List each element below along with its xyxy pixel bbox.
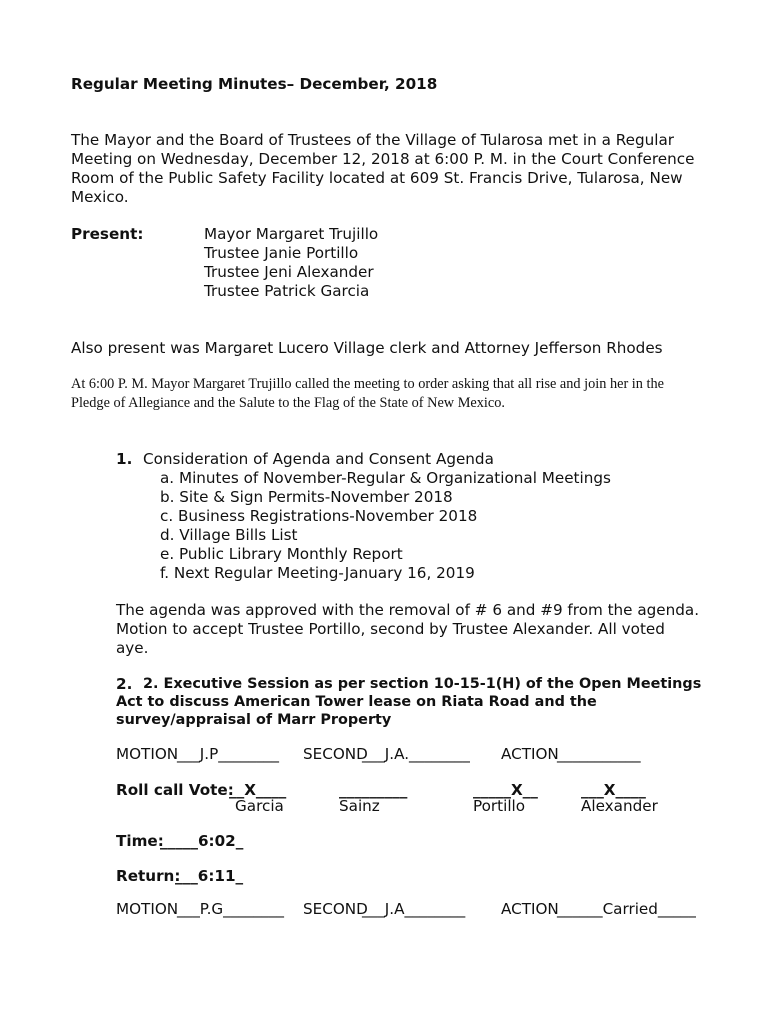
vote-name-garcia: Garcia xyxy=(235,797,284,815)
result-line: The agenda was approved with the removal of # 6 and #9 from the agenda. xyxy=(116,601,700,619)
item2-title-line: 2. Executive Session as per section 10-15-1(H) of the Open Meetings xyxy=(143,676,702,692)
list-item: a. Minutes of November-Regular & Organizational Meetings xyxy=(160,469,611,487)
present-member: Trustee Janie Portillo xyxy=(204,244,359,262)
motion2-value: ___P.G________ xyxy=(177,900,284,918)
motion1-value: ___J.P________ xyxy=(177,745,279,763)
list-item: c. Business Registrations-November 2018 xyxy=(160,507,478,525)
list-item: e. Public Library Monthly Report xyxy=(160,545,403,563)
motion2-label: MOTION xyxy=(116,900,179,918)
action1-label: ACTION xyxy=(501,745,559,763)
intro-line: The Mayor and the Board of Trustees of the Village of Tularosa met in a Regular xyxy=(71,131,674,149)
action2-value: ______Carried_____ xyxy=(557,900,696,918)
item1-title: Consideration of Agenda and Consent Agenda xyxy=(143,450,494,468)
action2-label: ACTION xyxy=(501,900,559,918)
list-item: b. Site & Sign Permits-November 2018 xyxy=(160,488,453,506)
roll-call-label: Roll call Vote: xyxy=(116,781,240,799)
present-label: Present: xyxy=(71,225,144,243)
time-value: _____6:02_ xyxy=(160,832,244,850)
vote-name-alexander: Alexander xyxy=(581,797,658,815)
motion1-label: MOTION xyxy=(116,745,179,763)
item1-result xyxy=(116,601,699,658)
present-member: Trustee Jeni Alexander xyxy=(204,263,374,281)
return-value: ___6:11_ xyxy=(175,867,244,885)
vote-mark-alexander: ___X____ xyxy=(581,781,646,799)
list-item: d. Village Bills List xyxy=(160,526,298,544)
item1-number: 1. xyxy=(116,450,133,468)
return-label: Return: xyxy=(116,867,181,885)
call-to-order-line: At 6:00 P. M. Mayor Margaret Trujillo called the meeting to order asking that all rise and join her in the xyxy=(71,376,664,392)
result-line: aye. xyxy=(116,639,149,657)
vote-name-sainz: Sainz xyxy=(339,797,380,815)
present-list xyxy=(204,225,378,301)
item2-title-line: survey/appraisal of Marr Property xyxy=(116,712,392,728)
call-to-order-line: Pledge of Allegiance and the Salute to the Flag of the State of New Mexico. xyxy=(71,395,505,411)
action1-value: ___________ xyxy=(557,745,641,763)
list-item: f. Next Regular Meeting-January 16, 2019 xyxy=(160,564,475,582)
intro-line: Meeting on Wednesday, December 12, 2018 at 6:00 P. M. in the Court Conference xyxy=(71,150,695,168)
call-to-order xyxy=(71,375,664,413)
intro-paragraph xyxy=(71,131,694,207)
item2-title-line: Act to discuss American Tower lease on Riata Road and the xyxy=(116,694,597,710)
also-present: Also present was Margaret Lucero Village clerk and Attorney Jefferson Rhodes xyxy=(71,339,663,357)
second1-value: ___J.A.________ xyxy=(362,745,470,763)
second1-label: SECOND xyxy=(303,745,368,763)
present-member: Mayor Margaret Trujillo xyxy=(204,225,379,243)
page-title: Regular Meeting Minutes– December, 2018 xyxy=(71,75,438,93)
item2-number: 2. xyxy=(116,675,133,693)
result-line: Motion to accept Trustee Portillo, second by Trustee Alexander. All voted xyxy=(116,620,665,638)
second2-value: ___J.A________ xyxy=(362,900,466,918)
vote-name-portillo: Portillo xyxy=(473,797,526,815)
vote-mark-garcia: __X____ xyxy=(229,781,287,799)
second2-label: SECOND xyxy=(303,900,368,918)
intro-line: Mexico. xyxy=(71,188,129,206)
time-label: Time: xyxy=(116,832,164,850)
vote-mark-portillo: _____X__ xyxy=(473,781,538,799)
vote-mark-sainz: _________ xyxy=(339,781,408,799)
intro-line: Room of the Public Safety Facility located at 609 St. Francis Drive, Tularosa, New xyxy=(71,169,683,187)
present-member: Trustee Patrick Garcia xyxy=(204,282,370,300)
item1-subitems xyxy=(160,469,611,583)
